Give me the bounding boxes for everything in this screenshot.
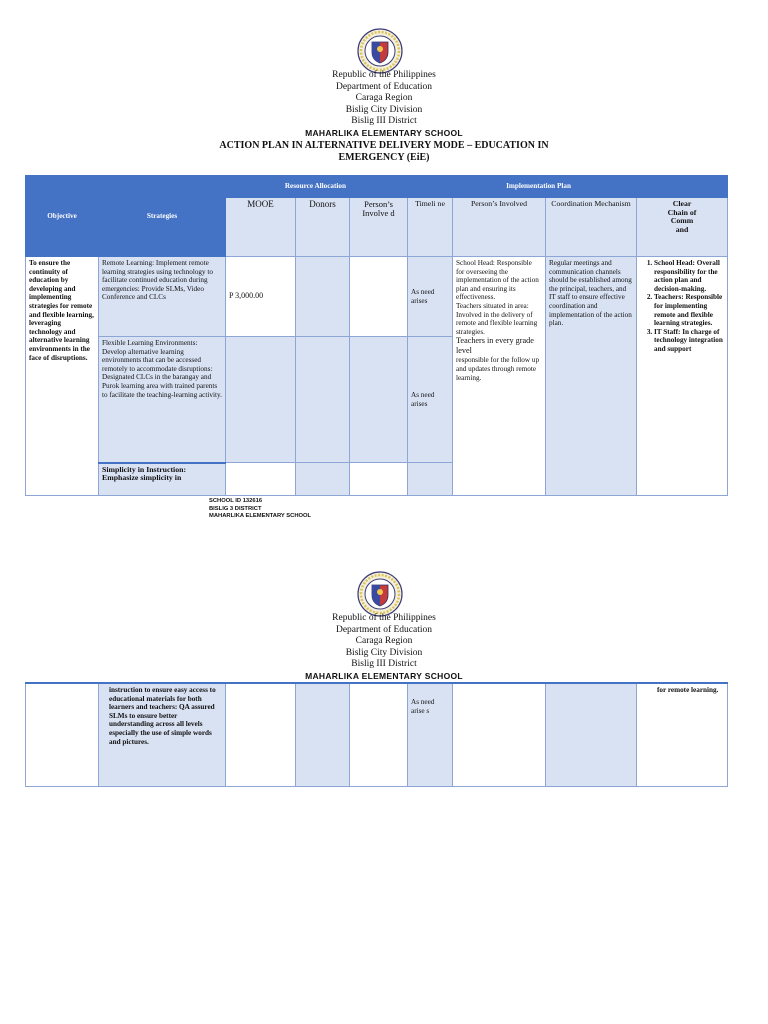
letterhead-school: MAHARLIKA ELEMENTARY SCHOOL [305, 670, 463, 681]
cell-persons-1 [350, 257, 408, 337]
letterhead-department: Department of Education [335, 624, 433, 635]
persons-follow-up: responsible for the follow up and updates through remote learning. [456, 356, 540, 382]
chain-list [640, 259, 724, 354]
cell-timeline-1: As need arises [408, 257, 453, 337]
letterhead-region: Caraga Region [355, 636, 413, 646]
header-persons-involved-short: Person’s Involve d [350, 198, 408, 257]
title-line-1: ACTION PLAN IN ALTERNATIVE DELIVERY MODE – EDUCATION IN [219, 140, 549, 151]
letterhead-country: Republic of the Philippines [332, 613, 436, 623]
footer-school-id: SCHOOL ID 132616 [209, 498, 263, 504]
strategy-simplicity-title: Simplicity in Instruction: [102, 464, 187, 474]
chain-item-it-staff: 3. IT Staff: In charge of technology integration and support [654, 328, 724, 354]
action-plan-table [25, 175, 728, 496]
persons-teachers-grade: Teachers in every grade level [456, 336, 534, 356]
cell-timeline-3 [408, 463, 453, 496]
header-objective: Objective [26, 176, 99, 257]
footer-school-name: MAHARLIKA ELEMENTARY SCHOOL [209, 513, 312, 519]
title-line-2: EMERGENCY (EiE) [338, 152, 430, 163]
letterhead-region: Caraga Region [355, 93, 413, 103]
cell-strategy-flexible: Flexible Learning Environments: Develop alternative learning environments that can be accessed remotely to accommodate disruptions: Designated CLCs in the barangay and Purok learning area with trained parents to facilitate the teaching-learning activity. [99, 337, 226, 463]
cell-donors-2 [296, 337, 350, 463]
letterhead-district: Bislig III District [351, 116, 417, 126]
cont-chain-of-command: for remote learning. [637, 683, 728, 786]
cell-persons-involved [453, 257, 546, 496]
cell-mooe-amount: P 3,000.00 [226, 257, 296, 337]
chain-item-school-head: 1. School Head: Overall responsibility for the action plan and decision-making. [654, 259, 724, 293]
action-plan-table-continued [25, 682, 728, 787]
cell-strategy-simplicity [99, 463, 226, 496]
letterhead [0, 70, 768, 139]
header-persons-involved: Person’s Involved [453, 198, 546, 257]
cell-coordination: Regular meetings and communication channels should be established among the principal, teachers, and IT staff to ensure effective coordination and implementation of the action plan. [546, 257, 637, 496]
letterhead-department: Department of Education [335, 81, 433, 92]
letterhead-division: Bislig City Division [345, 647, 423, 658]
cont-timeline: As need arise s [408, 683, 453, 786]
cell-mooe-3 [226, 463, 296, 496]
letterhead-page-2 [0, 613, 768, 682]
letterhead-district: Bislig III District [351, 659, 417, 669]
header-clear-chain: Clear Chain of Comm and [637, 198, 728, 257]
cell-persons-3 [350, 463, 408, 496]
chain-item-teachers: 2. Teachers: Responsible for implementing remote and flexible learning strategies. [654, 293, 724, 327]
letterhead-division: Bislig City Division [345, 104, 423, 115]
header-strategies: Strategies [99, 176, 226, 257]
header-coordination: Coordination Mechanism [546, 198, 637, 257]
header-timeline: Timeli ne [408, 198, 453, 257]
cell-donors-3 [296, 463, 350, 496]
cell-chain-of-command [637, 257, 728, 496]
cell-persons-2 [350, 337, 408, 463]
footer-district: BISLIG 3 DISTRICT [209, 505, 262, 512]
cont-persons-involved [453, 683, 546, 786]
footer-school-info [209, 498, 311, 521]
cell-strategy-remote: Remote Learning: Implement remote learning strategies using technology to facilitate continued education during emergencies: Provide SLMs, Video Conference and CLCs [99, 257, 226, 337]
cont-mooe [226, 683, 296, 786]
cell-mooe-2 [226, 337, 296, 463]
cell-objective: To ensure the continuity of education by developing and implementing strategies for remote and flexible learning, leveraging technology and alternative learning environments in the face of disruptions. [26, 257, 99, 496]
cont-donors [296, 683, 350, 786]
cell-timeline-2: As need arises [408, 337, 453, 463]
document-title [0, 140, 768, 164]
cont-objective [26, 683, 99, 786]
header-resource-allocation: Resource Allocation [226, 176, 350, 198]
cell-donors-1 [296, 257, 350, 337]
header-donors: Donors [296, 198, 350, 257]
letterhead-school: MAHARLIKA ELEMENTARY SCHOOL [305, 127, 463, 138]
cont-persons [350, 683, 408, 786]
persons-school-head: School Head: Responsible for overseeing the implementation of the action plan and ensuring its effectiveness. [456, 259, 539, 302]
cont-coordination [546, 683, 637, 786]
letterhead-country: Republic of the Philippines [332, 70, 436, 80]
header-implementation-plan: Implementation Plan [350, 176, 728, 198]
strategy-simplicity-start: Emphasize simplicity in [102, 473, 182, 483]
header-mooe: MOOE [226, 198, 296, 257]
cont-strategy-simplicity: instruction to ensure easy access to educational materials for both learners and teachers: QA assured SLMs to ensure better understanding across all levels especially the use of simple words and pictures. [99, 683, 226, 786]
deped-seal-icon [357, 571, 403, 617]
persons-teachers-area: Teachers situated in area: Involved in the delivery of remote and flexible learning strategies. [456, 301, 538, 336]
deped-seal-icon [357, 28, 403, 74]
